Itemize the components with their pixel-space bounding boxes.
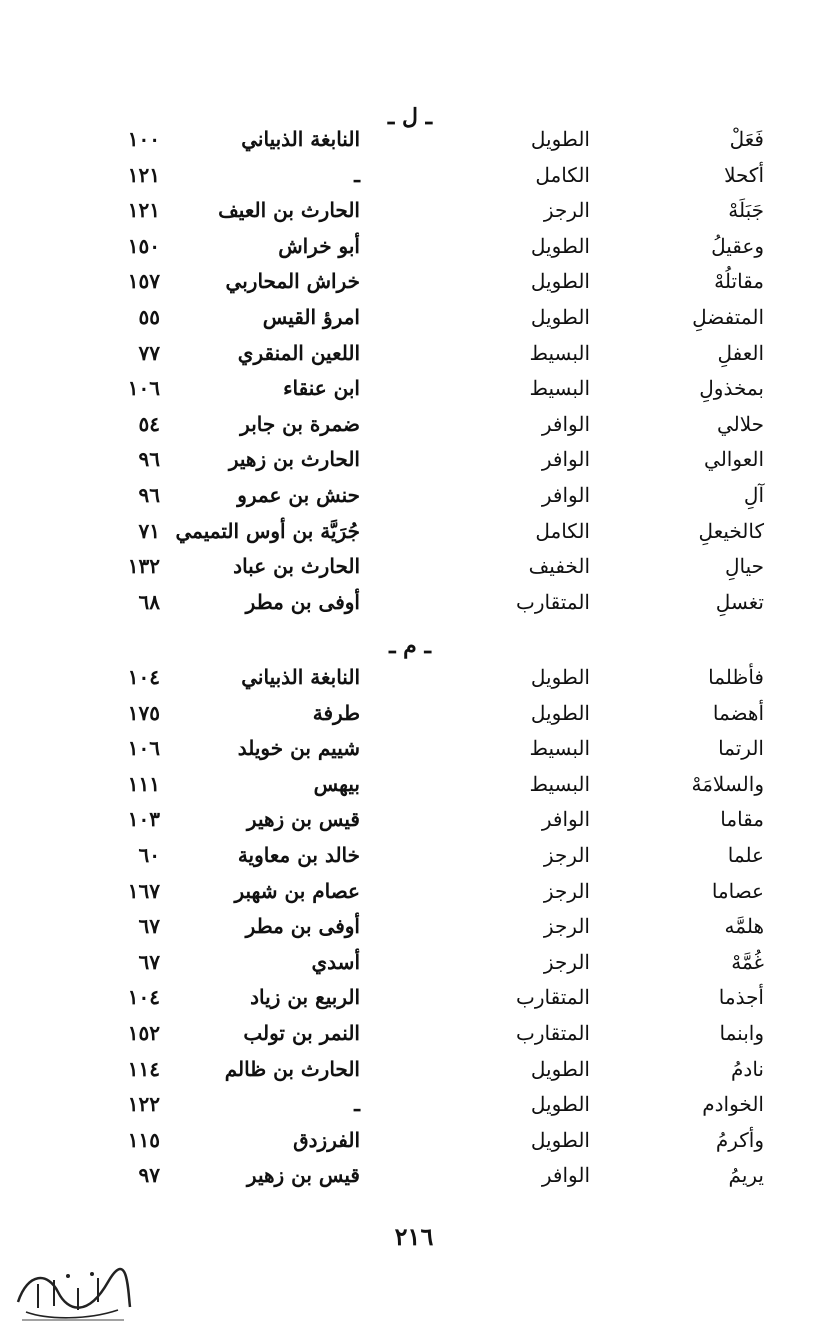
poet-name: الفرزدق xyxy=(293,1128,360,1152)
meter-name: الطويل xyxy=(530,1128,590,1152)
poet-name: امرؤ القيس xyxy=(262,305,360,329)
index-row xyxy=(0,1158,828,1192)
meter-name: الوافر xyxy=(541,1163,590,1187)
meter-name: الوافر xyxy=(541,483,590,507)
index-row xyxy=(0,1052,828,1086)
rhyme-word: وابنما xyxy=(719,1021,764,1045)
index-row xyxy=(0,945,828,979)
rhyme-word: الخوادم xyxy=(702,1092,764,1116)
page-reference: ١٧٥ xyxy=(127,701,160,725)
meter-name: المتقارب xyxy=(516,1021,590,1045)
page-reference: ٩٦ xyxy=(138,483,160,507)
rhyme-word: العفلِ xyxy=(717,341,764,365)
rhyme-word: حيالِ xyxy=(724,554,764,578)
meter-name: الطويل xyxy=(530,305,590,329)
meter-name: الرجز xyxy=(543,914,590,938)
poet-name: ـ xyxy=(354,1092,360,1116)
meter-name: الطويل xyxy=(530,269,590,293)
index-row xyxy=(0,371,828,405)
page-reference: ٥٥ xyxy=(138,305,160,329)
meter-name: الطويل xyxy=(530,1057,590,1081)
index-row xyxy=(0,407,828,441)
poet-name: الحارث بن زهير xyxy=(228,447,360,471)
poet-name: الحارث بن ظالم xyxy=(224,1057,360,1081)
index-row xyxy=(0,731,828,765)
meter-name: الرجز xyxy=(543,950,590,974)
poet-name: ابن عنقاء xyxy=(283,376,360,400)
index-row xyxy=(0,696,828,730)
index-row xyxy=(0,193,828,227)
rhyme-word: حلالي xyxy=(716,412,764,436)
page-reference: ١٢٢ xyxy=(127,1092,160,1116)
poet-name: طرفة xyxy=(312,701,360,725)
page-reference: ٦٠ xyxy=(138,843,160,867)
rhyme-word: هلمَّه xyxy=(724,914,764,938)
rhyme-word: نادمُ xyxy=(731,1057,764,1081)
rhyme-word: آلِ xyxy=(743,483,764,507)
index-row xyxy=(0,874,828,908)
index-row xyxy=(0,838,828,872)
rhyme-word: يريمُ xyxy=(728,1163,764,1187)
meter-name: الرجز xyxy=(543,879,590,903)
poet-name: شييم بن خويلد xyxy=(237,736,360,760)
index-row xyxy=(0,478,828,512)
meter-name: الكامل xyxy=(535,163,590,187)
rhyme-word: أكحلا xyxy=(724,163,764,187)
index-row xyxy=(0,585,828,619)
meter-name: الطويل xyxy=(530,701,590,725)
rhyme-word: مقاما xyxy=(720,807,764,831)
page-reference: ١٠٣ xyxy=(127,807,160,831)
rhyme-word: والسلامَهْ xyxy=(691,772,764,796)
rhyme-word: جَبَلَهْ xyxy=(728,198,764,222)
index-row xyxy=(0,549,828,583)
poet-name: النابغة الذبياني xyxy=(241,127,360,151)
poet-name: حنش بن عمرو xyxy=(237,483,360,507)
section-letter: ـ ل ـ xyxy=(387,104,433,130)
rhyme-word: كالخيعلِ xyxy=(698,519,764,543)
poet-name: أوفى بن مطر xyxy=(245,590,360,614)
index-row xyxy=(0,1087,828,1121)
meter-name: البسيط xyxy=(529,341,590,365)
rhyme-word: مقاتلُهْ xyxy=(714,269,764,293)
poet-name: الربيع بن زياد xyxy=(250,985,360,1009)
page-reference: ١٠٠ xyxy=(127,127,160,151)
meter-name: الطويل xyxy=(530,1092,590,1116)
meter-name: الرجز xyxy=(543,198,590,222)
rhyme-word: فأظلما xyxy=(708,665,764,689)
rhyme-word: المتفضلِ xyxy=(692,305,764,329)
page-reference: ٦٨ xyxy=(138,590,160,614)
rhyme-word: بمخذولِ xyxy=(699,376,764,400)
meter-name: البسيط xyxy=(529,772,590,796)
page-reference: ٧٧ xyxy=(138,341,160,365)
rhyme-word: الرتما xyxy=(718,736,764,760)
rhyme-word: أهضما xyxy=(712,701,764,725)
poet-name: أوفى بن مطر xyxy=(245,914,360,938)
poet-name: اللعين المنقري xyxy=(237,341,360,365)
section-letter: ـ م ـ xyxy=(389,633,431,659)
poet-name: خالد بن معاوية xyxy=(237,843,360,867)
poet-name: ـ xyxy=(354,163,360,187)
poet-name: النمر بن تولب xyxy=(243,1021,360,1045)
page-reference: ٥٤ xyxy=(138,412,160,436)
poet-name: قيس بن زهير xyxy=(246,807,360,831)
index-row xyxy=(0,767,828,801)
page-reference: ١٠٤ xyxy=(127,665,160,689)
page-reference: ٧١ xyxy=(138,519,160,543)
poet-name: النابغة الذبياني xyxy=(241,665,360,689)
index-row xyxy=(0,229,828,263)
poet-name: عصام بن شهبر xyxy=(234,879,360,903)
index-row xyxy=(0,122,828,156)
page-reference: ١٥٢ xyxy=(127,1021,160,1045)
page-number: ٢١٦ xyxy=(394,1222,434,1251)
page-reference: ١٣٢ xyxy=(127,554,160,578)
poet-name: ضمرة بن جابر xyxy=(240,412,360,436)
poet-name: أبو خراش xyxy=(278,234,360,258)
index-row xyxy=(0,300,828,334)
poet-name: بيهس xyxy=(313,772,360,796)
page-reference: ٩٧ xyxy=(138,1163,160,1187)
page-reference: ١١٤ xyxy=(127,1057,160,1081)
meter-name: المتقارب xyxy=(516,590,590,614)
meter-name: الوافر xyxy=(541,412,590,436)
index-row xyxy=(0,1016,828,1050)
rhyme-word: وأكرمُ xyxy=(715,1128,764,1152)
poet-name: جُرَيَّة بن أوس التميمي xyxy=(175,519,360,543)
poet-name: خراش المحاربي xyxy=(225,269,360,293)
index-row xyxy=(0,802,828,836)
rhyme-word: العوالي xyxy=(704,447,764,471)
meter-name: الطويل xyxy=(530,665,590,689)
index-row xyxy=(0,442,828,476)
poet-name: أسدي xyxy=(311,950,360,974)
index-row xyxy=(0,1123,828,1157)
rhyme-word: فَعَلْ xyxy=(729,127,764,151)
page-reference: ٩٦ xyxy=(138,447,160,471)
poet-name: الحارث بن عباد xyxy=(233,554,360,578)
index-row xyxy=(0,336,828,370)
rhyme-word: غُمَّهْ xyxy=(731,950,764,974)
index-row xyxy=(0,660,828,694)
page-reference: ٦٧ xyxy=(138,950,160,974)
rhyme-word: أجذما xyxy=(718,985,764,1009)
meter-name: المتقارب xyxy=(516,985,590,1009)
meter-name: الطويل xyxy=(530,234,590,258)
page-reference: ١٠٦ xyxy=(127,376,160,400)
page-reference: ١١١ xyxy=(127,772,160,796)
meter-name: الطويل xyxy=(530,127,590,151)
index-row xyxy=(0,909,828,943)
page-reference: ١٥٧ xyxy=(127,269,160,293)
meter-name: الخفيف xyxy=(528,554,590,578)
rhyme-word: علما xyxy=(727,843,764,867)
publisher-logo xyxy=(8,1262,136,1328)
page-reference: ١١٥ xyxy=(127,1128,160,1152)
meter-name: الكامل xyxy=(535,519,590,543)
meter-name: البسيط xyxy=(529,376,590,400)
rhyme-word: وعقيلُ xyxy=(711,234,764,258)
poet-name: الحارث بن العيف xyxy=(218,198,360,222)
page-reference: ٦٧ xyxy=(138,914,160,938)
index-row xyxy=(0,158,828,192)
page-reference: ١٠٦ xyxy=(127,736,160,760)
meter-name: الرجز xyxy=(543,843,590,867)
rhyme-word: تغسلِ xyxy=(715,590,764,614)
index-row xyxy=(0,980,828,1014)
index-row xyxy=(0,514,828,548)
page-reference: ١٥٠ xyxy=(127,234,160,258)
page-reference: ١٢١ xyxy=(127,163,160,187)
meter-name: الوافر xyxy=(541,447,590,471)
page-reference: ١٠٤ xyxy=(127,985,160,1009)
page-reference: ١٦٧ xyxy=(127,879,160,903)
index-row xyxy=(0,264,828,298)
meter-name: البسيط xyxy=(529,736,590,760)
poet-name: قيس بن زهير xyxy=(246,1163,360,1187)
page-reference: ١٢١ xyxy=(127,198,160,222)
rhyme-word: عصاما xyxy=(711,879,764,903)
meter-name: الوافر xyxy=(541,807,590,831)
